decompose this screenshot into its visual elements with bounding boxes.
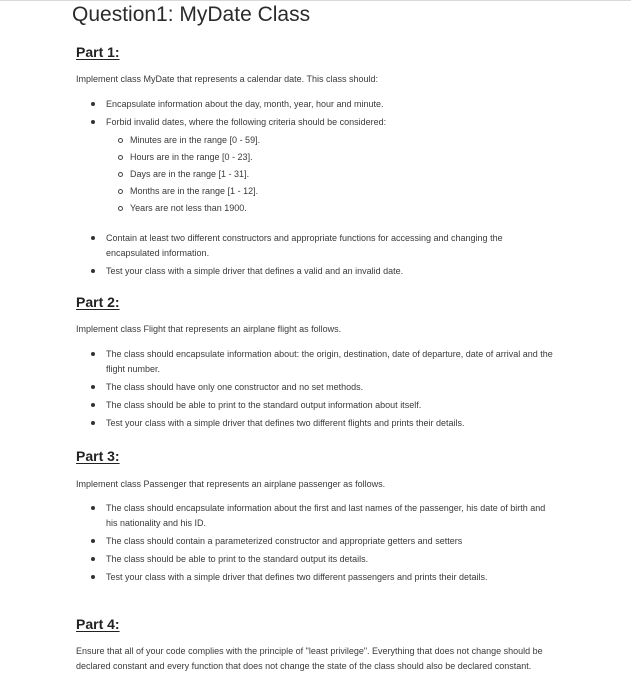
criteria-item: Days are in the range [1 - 31]. [106,167,556,182]
part3-intro: Implement class Passenger that represents an airplane passenger as follows. [76,479,386,489]
page-title: Question1: MyDate Class [72,3,311,26]
part1-bullets-more [76,231,556,282]
part2-heading: Part 2: [76,294,120,310]
list-item: The class should be able to print to the standard output information about itself. [76,398,556,413]
part1-heading: Part 1: [76,44,120,60]
part3-heading: Part 3: [76,448,120,464]
part2-bullets [76,347,556,434]
criteria-item: Hours are in the range [0 - 23]. [106,150,556,165]
list-item [76,97,556,112]
list-item: The class should be able to print to the standard output its details. [76,552,556,567]
list-item-text: Contain at least two different constructors and appropriate functions for accessing and changing the encapsulated information. [106,233,503,258]
part4-text: Ensure that all of your code complies with the principle of "least privilege". Everything that does not change should be declared constant and every function that does not change the state of the class should also be declared constant. [76,646,543,671]
list-item-text: Forbid invalid dates, where the following criteria should be considered: [106,117,387,127]
list-item: The class should encapsulate information about the first and last names of the passenger, his date of birth and his nationality and his ID. [76,501,556,531]
criteria-item: Years are not less than 1900. [106,201,556,216]
criteria-item: Months are in the range [1 - 12]. [106,184,556,199]
list-item: The class should encapsulate information about: the origin, destination, date of departure, date of arrival and the flight number. [76,347,556,377]
list-item-text: Test your class with a simple driver that defines a valid and an invalid date. [106,266,404,276]
criteria-list [106,133,556,216]
list-item: The class should have only one constructor and no set methods. [76,380,556,395]
list-item [76,264,556,279]
list-item [76,231,556,261]
list-item [76,115,556,216]
part2-intro: Implement class Flight that represents an airplane flight as follows. [76,324,342,334]
part1-bullets [76,97,556,219]
list-item-text: Encapsulate information about the day, month, year, hour and minute. [106,99,384,109]
part4-heading: Part 4: [76,616,120,632]
list-item: Test your class with a simple driver that defines two different passengers and prints their details. [76,570,556,585]
part1-intro: Implement class MyDate that represents a calendar date. This class should: [76,74,378,84]
list-item: The class should contain a parameterized constructor and appropriate getters and setters [76,534,556,549]
part3-bullets [76,501,556,588]
list-item: Test your class with a simple driver that defines two different flights and prints their details. [76,416,556,431]
criteria-item: Minutes are in the range [0 - 59]. [106,133,556,148]
